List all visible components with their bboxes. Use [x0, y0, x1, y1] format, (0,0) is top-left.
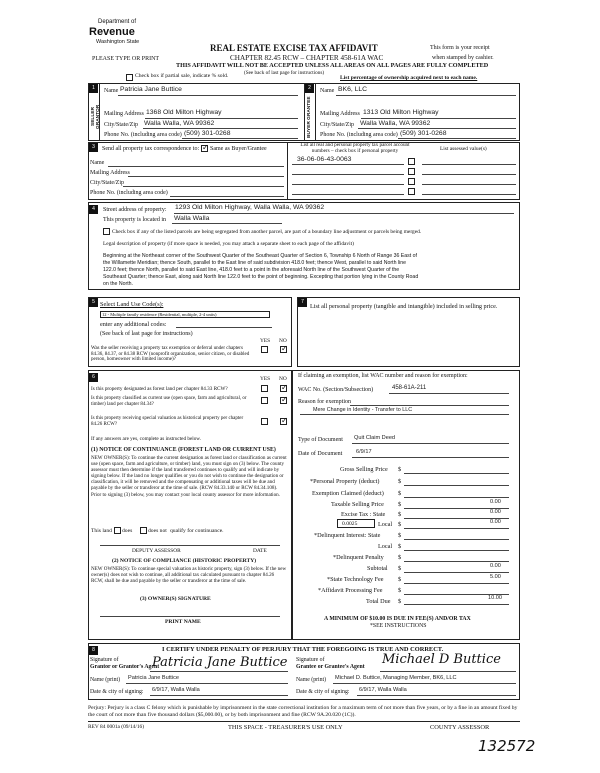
buyer-mail-label: Mailing Address — [320, 111, 360, 117]
does-not-label: does not — [148, 528, 167, 534]
partial-sale-checkbox[interactable] — [126, 74, 133, 81]
gross-label: Gross Selling Price — [340, 466, 388, 473]
grantor-date-label: Date & city of signing: — [90, 689, 144, 695]
excise-state-value[interactable]: 0.00 — [490, 509, 501, 515]
not-accepted-line: THIS AFFIDAVIT WILL NOT BE ACCEPTED UNLESS ALL AREAS ON ALL PAGES ARE FULLY COMPLETED — [176, 62, 489, 69]
sec5-no: NO — [279, 338, 287, 344]
wac-number[interactable]: 458-61A-211 — [392, 385, 427, 391]
exemption-reason[interactable]: Mere Change in Identity - Transfer to LLC — [313, 407, 413, 413]
legal-text-4: Southeast Quarter; thence East, along said North line 122.0 feet to the point of beginning. Excepting that portion lying in the County Road — [103, 274, 419, 280]
notice-2-text: NEW OWNER(S): To continue special valuation as historic property, sign (3) below. If the new owner(s) does not wish to continue, all additional tax calculated pursuant to chapter 84.26 RCW, shall be due and payable by the seller or transferor at the time of sale. — [91, 566, 287, 584]
legal-text-1: Beginning at the Northeast corner of the Southwest Quarter of the Southeast Quarter of Section 6, Township 6 North of Range 36 East of — [103, 253, 417, 259]
excise-state-label: Excise Tax : State — [341, 511, 386, 518]
certify-statement: I CERTIFY UNDER PENALTY OF PERJURY THAT THE FOREGOING IS TRUE AND CORRECT. — [162, 646, 444, 653]
grantee-name-label: Name (print) — [296, 677, 327, 683]
corr-city-label: City/State/Zip — [90, 180, 124, 186]
current-use-yes-checkbox[interactable] — [261, 397, 268, 404]
same-as-buyer-checkbox[interactable]: ✓ — [202, 143, 209, 152]
exemption-deduct-label: Exemption Claimed (deduct) — [312, 490, 384, 497]
total-due-label: Total Due — [366, 598, 391, 605]
land-use-see-back: (See back of last page for instructions) — [100, 331, 193, 337]
legal-text-3: 122.0 feet; thence North, parallel to said East line, 418.0 feet to a point in the aforesaid North line of the Southwest Quarter of the — [103, 267, 400, 273]
answers-yes-note: If any answers are yes, complete as instructed below. — [91, 436, 202, 442]
type-or-print: PLEASE TYPE OR PRINT — [92, 56, 160, 62]
exemption-claim-label: If claiming an exemption, list WAC number and reason for exemption: — [298, 373, 468, 379]
current-use-question: Is this property classified as current use (open space, farm and agricultural, or timber) land per chapter 84.34? — [91, 396, 247, 407]
legal-text-5: on the North. — [103, 281, 133, 287]
section-2-badge: 2 — [305, 84, 314, 93]
located-label: This property is located in — [103, 217, 166, 223]
exempt-no-checkbox[interactable]: ✓ — [281, 344, 288, 353]
buyer-mail[interactable]: 1313 Old Milton Highway — [363, 109, 439, 116]
deputy-assessor-label: DEPUTY ASSESSOR — [132, 548, 181, 554]
sec5-yes: YES — [260, 338, 271, 344]
corr-mail-label: Mailing Address — [90, 170, 130, 176]
doc-date[interactable]: 6/9/17 — [356, 449, 372, 455]
form-title: REAL ESTATE EXCISE TAX AFFIDAVIT — [210, 43, 378, 53]
deputy-date-label: DATE — [253, 548, 267, 554]
parcel-personal-checkbox-3[interactable] — [408, 178, 415, 185]
county-assessor: COUNTY ASSESSOR — [430, 724, 490, 731]
buyer-phone[interactable]: (509) 301-0268 — [400, 130, 447, 137]
buyer-city-label: City/State/Zip — [320, 122, 354, 128]
delinquent-local-label: Local — [378, 543, 393, 550]
seller-mail[interactable]: 1368 Old Milton Highway — [146, 109, 222, 116]
chapter-line: CHAPTER 82.45 RCW – CHAPTER 458-61A WAC — [230, 54, 384, 62]
partial-sale-label: Check box if partial sale, indicate % sold. — [135, 73, 229, 79]
buyer-phone-label: Phone No. (including area code) — [320, 132, 398, 138]
section-4-badge: 4 — [89, 205, 98, 214]
wac-label: WAC No. (Section/Subsection) — [298, 387, 374, 393]
segregated-label: Check box if any of the listed parcels are being segregated from another parcel, are part of a boundary line adjustment or parcels being merged. — [112, 229, 422, 235]
street-address[interactable]: 1293 Old Milton Highway, Walla Walla, WA 99362 — [175, 204, 325, 211]
seller-name[interactable]: Patricia Jane Buttice — [120, 86, 182, 93]
segregated-checkbox[interactable] — [103, 228, 110, 235]
grantor-date-city[interactable]: 6/9/17, Walla Walla — [152, 687, 200, 693]
excise-local-label: Local — [378, 521, 393, 528]
doc-type-label: Type of Document — [298, 437, 343, 443]
qualify-label: qualify for continuance. — [170, 528, 224, 534]
grantor-name-print[interactable]: Patricia Jane Buttice — [128, 675, 179, 681]
grantee-date-label: Date & city of signing: — [296, 689, 350, 695]
buyer-city[interactable]: Walla Walla, WA 99362 — [360, 120, 431, 127]
perjury-notice: Perjury: Perjury is a class C felony which is punishable by imprisonment in the state correctional institution for a maximum term of not more than five years, or by a fine in an amount fixed by the court of not more than five thousand dollars ($5,000.00), or by both imprisonment and fine (RCW 9A.20.020 (1C)). — [88, 705, 518, 718]
grantor-sig-label-2: Grantor or Grantor's Agent — [90, 664, 160, 670]
forest-question: Is this property designated as forest land per chapter 84.33 RCW? — [91, 386, 228, 392]
grantor-signature[interactable]: Patricia Jane Buttice — [152, 655, 288, 670]
parcel-personal-checkbox-2[interactable] — [408, 168, 415, 175]
seller-side-label: SELLER GRANTOR — [91, 104, 101, 130]
doc-type[interactable]: Quit Claim Deed — [354, 435, 396, 441]
exempt-yes-checkbox[interactable] — [261, 346, 268, 353]
buyer-name-label: Name — [320, 88, 335, 94]
land-use-select[interactable]: 12 - Multiple family residence (Residential, multiple, 2-4 units) — [100, 311, 270, 318]
total-due-value[interactable]: 10.00 — [488, 595, 502, 601]
revenue-logo-text: Revenue — [89, 26, 135, 38]
additional-codes-label: enter any additional codes: — [100, 321, 167, 328]
doc-date-label: Date of Document — [298, 451, 343, 457]
personal-deduct-label: *Personal Property (deduct) — [310, 478, 380, 485]
print-name-label: PRINT NAME — [165, 619, 201, 625]
historic-no-checkbox[interactable]: ✓ — [281, 416, 288, 425]
section-3-badge: 3 — [89, 143, 98, 152]
owner-signature-label: (3) OWNER(S) SIGNATURE — [140, 596, 211, 602]
subtotal-label: Subtotal — [367, 565, 388, 572]
street-label: Street address of property: — [103, 207, 167, 213]
send-correspondence-label: Send all property tax correspondence to: — [102, 146, 200, 152]
receipt-line-1: This form is your receipt — [430, 45, 490, 51]
section-1-badge: 1 — [89, 84, 98, 93]
grantor-sig-label-1: Signature of — [90, 657, 119, 663]
section-5-badge: 5 — [89, 298, 98, 307]
exempt-question: Was the seller receiving a property tax exemption or deferral under chapters 84.36, 84.37, or 84.38 RCW (nonprofit organization, senior citizen, or disabled person, homeowner with limited income)? — [91, 346, 250, 362]
legal-text-2: the Willamette Meridian; thence South, parallel to the East line of said subdivision 418.0 feet; thence West, parallel to said North line — [103, 260, 406, 266]
grantee-sig-label-1: Signature of — [296, 657, 325, 663]
notice-1-title: (1) NOTICE OF CONTINUANCE (FOREST LAND OR CURRENT USE) — [91, 447, 276, 453]
taxable-value[interactable]: 0.00 — [490, 499, 501, 505]
minimum-fee-note: A MINIMUM OF $10.00 IS DUE IN FEE(S) AND/OR TAX — [324, 616, 471, 622]
does-checkbox[interactable] — [114, 527, 121, 534]
tech-fee-label: *State Technology Fee — [327, 576, 384, 583]
local-rate[interactable]: 0.0025 — [337, 519, 375, 528]
grantee-date-city[interactable]: 6/9/17, Walla Walla — [359, 687, 407, 693]
buyer-side-label: BUYER GRANTEE — [307, 96, 312, 138]
forest-no-checkbox[interactable]: ✓ — [281, 383, 288, 392]
reason-label: Reason for exemption — [298, 399, 351, 405]
sec6-yes: YES — [260, 376, 271, 382]
grantee-name-print[interactable]: Michael D. Buttice, Managing Member, BK6, LLC — [335, 675, 457, 681]
current-use-no-checkbox[interactable]: ✓ — [281, 395, 288, 404]
located-value[interactable]: Walla Walla — [174, 215, 210, 222]
parcel-personal-checkbox-1[interactable] — [408, 158, 415, 165]
corr-name-label: Name — [90, 160, 105, 166]
same-as-buyer-label: Same as Buyer/Grantee — [210, 146, 267, 152]
grantee-signature[interactable]: Michael D Buttice — [382, 652, 501, 667]
tech-fee-value[interactable]: 5.00 — [490, 574, 501, 580]
subtotal-value[interactable]: 0.00 — [490, 563, 501, 569]
section-8-badge: 8 — [89, 646, 98, 655]
does-label: does — [122, 528, 133, 534]
parcel-header: List all real and personal property tax parcel account numbers – check box if personal property — [300, 142, 410, 154]
handwritten-number: 132572 — [478, 737, 536, 755]
seller-phone-label: Phone No. (including area code) — [104, 132, 182, 138]
section-6-badge: 6 — [89, 373, 98, 382]
notice-1-text: NEW OWNER(S): To continue the current designation as forest land or classification as current use (open space, farm and agriculture, or timber) land, you must sign on (3) below. The county assessor must then determine if the land transferred continues to qualify and will indicate by signing below. If the land no longer qualifies or you do not wish to continue the designation or classification, it will be removed and the compensating or additional taxes will be due and payable by the seller or transferor at the time of sale. (RCW 84.33.140 or RCW 84.34.108). Prior to signing (3) below, you may contact your local county assessor for more information. — [91, 455, 287, 498]
seller-city[interactable]: Walla Walla, WA 99362 — [144, 120, 215, 127]
sec6-no: NO — [279, 376, 287, 382]
this-land-label: This land — [91, 528, 112, 534]
delinquent-interest-label: *Delinquent Interest: State — [314, 532, 381, 539]
seller-phone[interactable]: (509) 301-0268 — [184, 130, 231, 137]
ownership-note: List percentage of ownership acquired next to each name. — [340, 75, 478, 81]
taxable-label: Taxable Selling Price — [331, 501, 384, 508]
corr-phone-label: Phone No. (including area code) — [90, 190, 168, 196]
seller-city-label: City/State/Zip — [104, 122, 138, 128]
personal-property-label: List all personal property (tangible and intangible) included in selling price. — [310, 303, 498, 310]
section-7-badge: 7 — [298, 298, 307, 307]
dept-label: Department of — [98, 19, 137, 25]
affidavit-fee-label: *Affidavit Processing Fee — [318, 587, 383, 594]
notice-2-title: (2) NOTICE OF COMPLIANCE (HISTORIC PROPERTY) — [112, 558, 257, 564]
assessed-header: List assessed value(s) — [440, 146, 487, 152]
legal-desc-label: Legal description of property (if more space is needed, you may attach a separate sheet to each page of the affidavit) — [103, 241, 354, 247]
parcel-personal-checkbox-4[interactable] — [408, 188, 415, 195]
parcel-number[interactable]: 36-06-06-43-0063 — [297, 156, 352, 163]
delinquent-penalty-label: *Delinquent Penalty — [333, 554, 384, 561]
seller-mail-label: Mailing Address — [104, 111, 144, 117]
treasurer-use: THIS SPACE - TREASURER'S USE ONLY — [228, 724, 343, 731]
historic-yes-checkbox[interactable] — [261, 418, 268, 425]
land-use-label: Select Land Use Code(s): — [100, 301, 164, 308]
forest-yes-checkbox[interactable] — [261, 385, 268, 392]
receipt-line-2: when stamped by cashier. — [432, 55, 494, 61]
seller-name-label: Name — [104, 88, 119, 94]
see-instructions-note: *SEE INSTRUCTIONS — [370, 623, 427, 629]
form-number: REV 84 0001a (09/14/16) — [88, 724, 145, 730]
historic-question: Is this property receiving special valuation as historical property per chapter 84.26 RCW? — [91, 416, 244, 427]
grantor-name-label: Name (print) — [90, 677, 121, 683]
buyer-name[interactable]: BK6, LLC — [338, 86, 368, 93]
state-label: Washington State — [96, 39, 140, 45]
see-back-line: (See back of last page for instructions) — [244, 70, 325, 76]
grantee-sig-label-2: Grantee or Grantee's Agent — [296, 664, 365, 670]
excise-local-value[interactable]: 0.00 — [490, 519, 501, 525]
does-not-checkbox[interactable] — [140, 527, 147, 534]
